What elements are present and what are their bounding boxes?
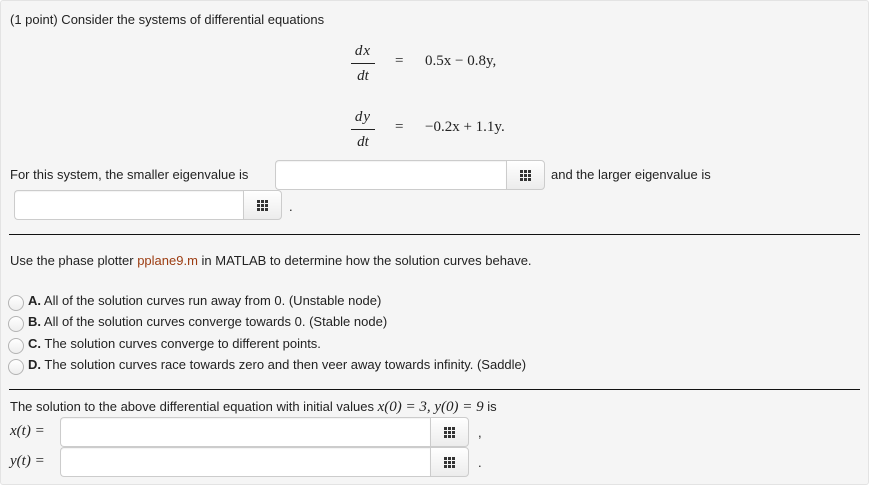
y-solution-group: [60, 447, 469, 477]
y-t-label: y(t) =: [10, 453, 45, 469]
problem-intro: (1 point) Consider the systems of differential equations: [10, 12, 325, 27]
equation-editor-button[interactable]: [506, 160, 545, 190]
larger-eigenvalue-input[interactable]: [14, 190, 243, 220]
derivative-dx-dt: dx dt: [351, 41, 375, 86]
radio-button[interactable]: [8, 359, 24, 375]
choice-a[interactable]: A. All of the solution curves run away from 0. (Unstable node): [8, 290, 381, 310]
divider: [9, 389, 860, 390]
radio-button[interactable]: [8, 316, 24, 332]
period: .: [289, 199, 293, 214]
radio-button[interactable]: [8, 338, 24, 354]
larger-eigenvalue-label: and the larger eigenvalue is: [551, 167, 711, 182]
x-t-label: x(t) =: [10, 423, 45, 439]
solution-prompt: The solution to the above differential equation with initial values x(0) = 3, y(0) = 9 is: [10, 399, 497, 415]
grid-icon: [444, 457, 455, 468]
grid-icon: [520, 170, 531, 181]
grid-icon: [444, 427, 455, 438]
grid-icon: [257, 200, 268, 211]
equals-sign: =: [395, 119, 404, 135]
equals-sign: =: [395, 53, 404, 69]
x-solution-group: [60, 417, 469, 447]
equation-editor-button[interactable]: [430, 447, 469, 477]
smaller-eigenvalue-input[interactable]: [275, 160, 506, 190]
x-solution-input[interactable]: [60, 417, 430, 447]
equation-2-rhs: −0.2x + 1.1y.: [425, 119, 505, 135]
smaller-eigenvalue-group: [275, 160, 545, 190]
choice-c[interactable]: C. The solution curves converge to different points.: [8, 333, 321, 353]
derivative-dy-dt: dy dt: [351, 107, 375, 152]
equation-editor-button[interactable]: [430, 417, 469, 447]
period: .: [478, 455, 482, 470]
divider: [9, 234, 860, 235]
phase-instructions: Use the phase plotter pplane9.m in MATLAB to determine how the solution curves behave.: [10, 253, 532, 268]
larger-eigenvalue-group: [14, 190, 282, 220]
equation-1-rhs: 0.5x − 0.8y,: [425, 53, 497, 69]
smaller-eigenvalue-label: For this system, the smaller eigenvalue is: [10, 167, 249, 182]
equation-editor-button[interactable]: [243, 190, 282, 220]
radio-button[interactable]: [8, 295, 24, 311]
choice-b[interactable]: B. All of the solution curves converge towards 0. (Stable node): [8, 311, 387, 331]
pplane-link[interactable]: pplane9.m: [137, 253, 198, 268]
y-solution-input[interactable]: [60, 447, 430, 477]
comma: ,: [478, 425, 482, 440]
choice-d[interactable]: D. The solution curves race towards zero and then veer away towards infinity. (Saddle): [8, 354, 526, 374]
